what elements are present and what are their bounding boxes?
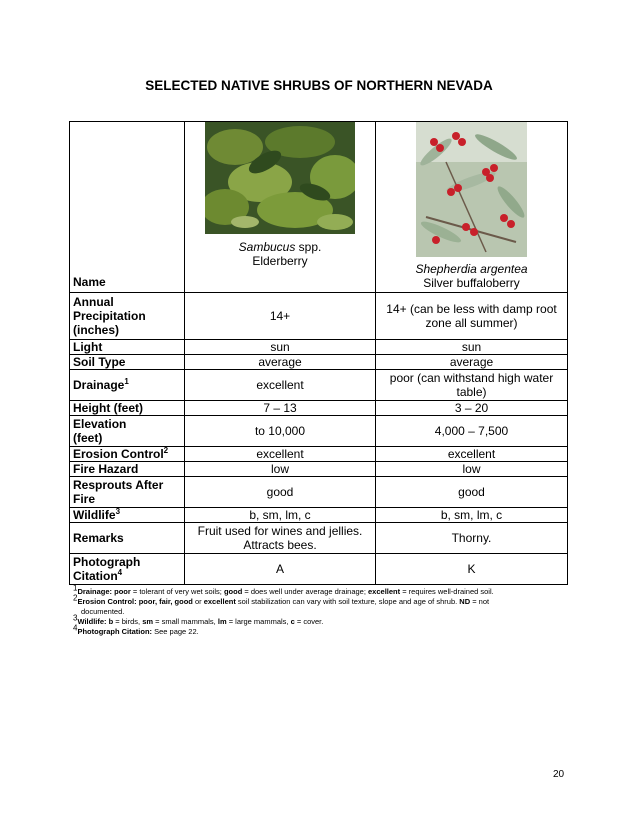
fn3-t2: = small mammals, <box>153 617 218 626</box>
erosion-label <box>70 447 185 462</box>
fn3-b4: c <box>290 617 295 626</box>
erosion-v1: excellent <box>185 447 376 462</box>
table-header-row <box>70 122 568 293</box>
fn1-t2: = does well under average drainage; <box>242 587 369 596</box>
resprouts-label <box>70 477 185 508</box>
remarks-v2: Thorny. <box>376 523 568 554</box>
soil-label: Soil Type <box>70 355 185 370</box>
footnote-4 <box>73 623 573 637</box>
table-row <box>70 462 568 477</box>
table-row <box>70 355 568 370</box>
light-v2: sun <box>376 340 568 355</box>
table-row <box>70 293 568 340</box>
wildlife-label <box>70 508 185 523</box>
fn3-t4: = cover. <box>294 617 324 626</box>
table-row <box>70 508 568 523</box>
drainage-label <box>70 370 185 401</box>
footnote-3 <box>73 613 573 627</box>
fn2-b3: ND <box>459 597 471 606</box>
footnote-2 <box>73 593 573 607</box>
shrub1-spp: spp. <box>295 240 322 254</box>
fire-label: Fire Hazard <box>70 462 185 477</box>
resprouts-label-l2: Fire <box>73 492 96 506</box>
remarks-v1: Fruit used for wines and jellies. Attracts bees. <box>185 523 376 554</box>
footnotes <box>73 583 573 637</box>
elderberry-photo <box>205 122 355 234</box>
fn2-b2: excellent <box>203 597 236 606</box>
elevation-v2: 4,000 – 7,500 <box>376 416 568 447</box>
table-row <box>70 523 568 554</box>
precip-v1: 14+ <box>185 293 376 340</box>
precip-label-l3: (inches) <box>73 323 120 337</box>
height-v1: 7 – 13 <box>185 401 376 416</box>
height-label: Height (feet) <box>70 401 185 416</box>
soil-v2: average <box>376 355 568 370</box>
footnote-1 <box>73 583 573 597</box>
buffaloberry-photo <box>416 122 527 257</box>
shrub1-header <box>185 122 376 293</box>
remarks-label: Remarks <box>70 523 185 554</box>
fire-v1: low <box>185 462 376 477</box>
drainage-v1: excellent <box>185 370 376 401</box>
table-row <box>70 416 568 447</box>
drainage-label-text: Drainage <box>73 378 125 392</box>
light-label: Light <box>70 340 185 355</box>
elevation-label <box>70 416 185 447</box>
fn3-b2: sm <box>142 617 154 626</box>
table-row <box>70 340 568 355</box>
wildlife-label-text: Wildlife <box>73 508 116 522</box>
fn3-t1: = birds, <box>113 617 143 626</box>
fire-v2: low <box>376 462 568 477</box>
footnote-1-num: 1 <box>73 583 78 593</box>
soil-v1: average <box>185 355 376 370</box>
footnote-2-cont: documented. <box>81 607 125 616</box>
shrub2-scientific: Shepherdia argentea <box>415 262 528 276</box>
fn3-t3: = large mammals, <box>226 617 291 626</box>
resprouts-v2: good <box>376 477 568 508</box>
shrubs-table <box>69 121 568 585</box>
fn1-b2: good <box>223 587 243 596</box>
wildlife-sup: 3 <box>115 507 121 516</box>
table-row <box>70 554 568 585</box>
resprouts-label-l1: Resprouts After <box>73 478 164 492</box>
shrub2-header <box>376 122 568 293</box>
wildlife-v2: b, sm, lm, c <box>376 508 568 523</box>
height-v2: 3 – 20 <box>376 401 568 416</box>
fn2-t1: or <box>192 597 204 606</box>
table-row <box>70 447 568 462</box>
fn1-t1: = tolerant of very wet soils; <box>130 587 224 596</box>
photo-v1: A <box>185 554 376 585</box>
erosion-sup: 2 <box>163 446 169 455</box>
erosion-v2: excellent <box>376 447 568 462</box>
shrub1-scientific: Sambucus <box>238 240 296 254</box>
photo-v2: K <box>376 554 568 585</box>
precip-label <box>70 293 185 340</box>
shrub1-common: Elderberry <box>252 254 308 268</box>
fn1-t3: = requires well-drained soil. <box>400 587 494 596</box>
fn4-b1: Photograph Citation: <box>77 627 153 636</box>
fn1-b3: excellent <box>368 587 401 596</box>
photo-label-l2: Citation <box>73 569 118 583</box>
fn2-t2: soil stabilization can vary with soil texture, slope and age of shrub. <box>235 597 460 606</box>
drainage-v2: poor (can withstand high water table) <box>376 370 568 401</box>
footnote-3-num: 3 <box>73 613 78 623</box>
page-number: 20 <box>553 769 565 780</box>
name-label: Name <box>70 122 185 293</box>
shrub2-common: Silver buffaloberry <box>423 276 520 290</box>
resprouts-v1: good <box>185 477 376 508</box>
fn3-b1: Wildlife: b <box>77 617 114 626</box>
table-row <box>70 477 568 508</box>
fn4-t1: See page 22. <box>152 627 199 636</box>
table-row <box>70 370 568 401</box>
fn2-t3: = not <box>470 597 490 606</box>
drainage-sup: 1 <box>124 377 129 386</box>
elevation-label-l2: (feet) <box>73 431 103 445</box>
fn1-b1: Drainage: poor <box>77 587 131 596</box>
table-row <box>70 401 568 416</box>
footnote-4-num: 4 <box>73 623 78 633</box>
photo-label-l1: Photograph <box>73 555 141 569</box>
photo-label <box>70 554 185 585</box>
fn3-b3: lm <box>217 617 227 626</box>
precip-label-l2: Precipitation <box>73 309 146 323</box>
elevation-label-l1: Elevation <box>73 417 127 431</box>
fn2-b1: Erosion Control: poor, fair, good <box>77 597 193 606</box>
erosion-label-text: Erosion Control <box>73 447 164 461</box>
light-v1: sun <box>185 340 376 355</box>
page-title: SELECTED NATIVE SHRUBS OF NORTHERN NEVADA <box>145 78 493 93</box>
wildlife-v1: b, sm, lm, c <box>185 508 376 523</box>
precip-v2: 14+ (can be less with damp root zone all summer) <box>376 293 568 340</box>
precip-label-l1: Annual <box>73 295 114 309</box>
elevation-v1: to 10,000 <box>185 416 376 447</box>
footnote-2-num: 2 <box>73 593 78 603</box>
photo-sup: 4 <box>117 568 123 577</box>
